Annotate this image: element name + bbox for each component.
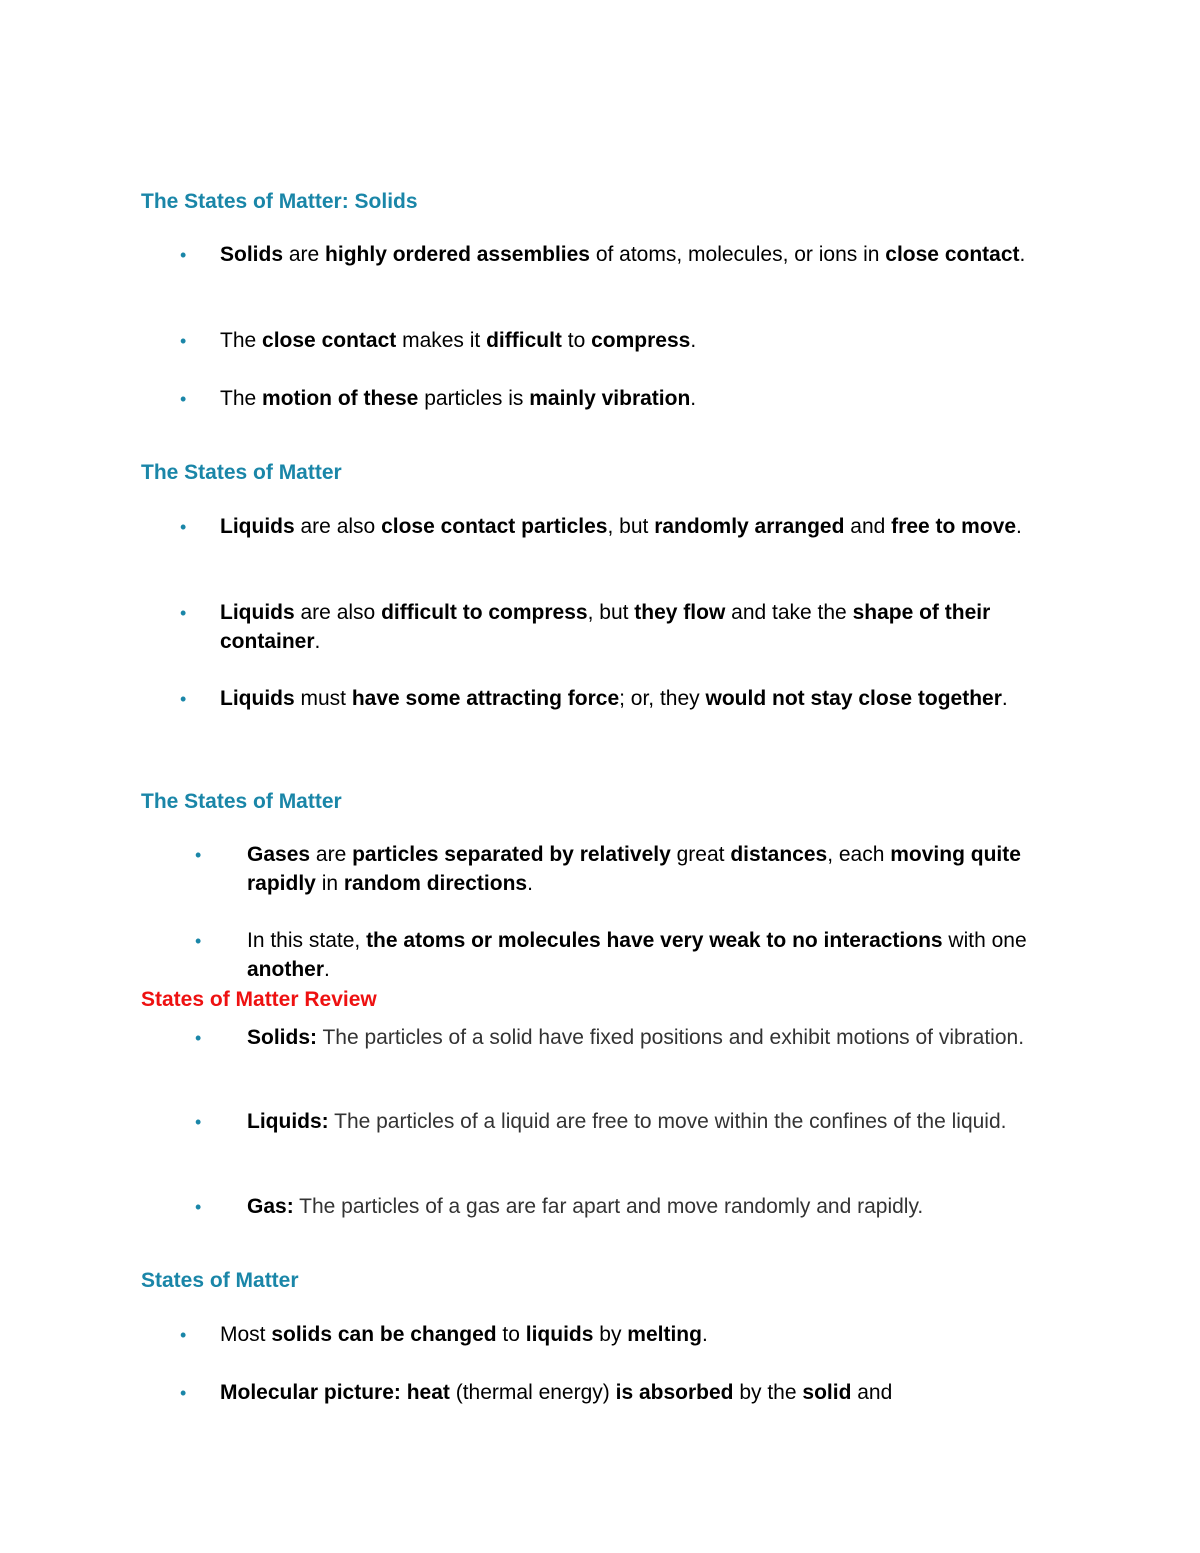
bold-text-run: they flow [634,601,726,624]
bold-text-run: Solids: [247,1026,318,1049]
text-run: to [561,329,592,352]
bold-text-run: is absorbed [615,1381,734,1404]
bullet-icon: • [180,1383,187,1403]
bold-text-run: Molecular picture: heat [220,1381,450,1404]
bold-text-run: close contact [262,329,397,352]
bold-text-run: Liquids [220,687,295,710]
bold-text-run: difficult [486,329,562,352]
bold-text-run: motion of these [262,387,419,410]
bold-text-run: Gases [247,843,311,866]
section-heading-review: States of Matter Review [141,988,377,1011]
bullet-icon: • [180,331,187,351]
bold-text-run: solid [802,1381,852,1404]
bold-text-run: would not stay close together [705,687,1002,710]
text-run: in [315,871,344,895]
bullet-icon: • [180,603,187,623]
text-run: The particles of a solid have fixed positions and exhibit motions of vibration. [317,1026,1025,1049]
bullet-icon: • [180,245,187,265]
bold-text-run: difficult to compress [381,601,588,624]
text-run: (thermal energy) [449,1381,616,1404]
text-run: . [1019,243,1026,266]
text-run: . [314,629,321,653]
bold-text-run: Solids [220,243,284,266]
bullet-icon: • [195,845,202,865]
bold-text-run: liquids [525,1323,594,1346]
bold-text-run: close contact [885,243,1020,266]
text-run: , each [827,843,891,866]
bullet-icon: • [195,1197,202,1217]
list-item [195,1108,1047,1137]
bold-text-run: Liquids [220,515,295,538]
bold-text-run: distances [730,843,828,866]
text-run: The [220,387,263,410]
text-run: must [294,687,352,710]
bold-text-run: close contact particles [381,515,608,538]
bold-text-run: melting [627,1323,702,1346]
text-run: makes it [396,329,487,352]
bold-text-run: the atoms or molecules have very weak to no interactions [366,929,943,952]
bold-text-run: shape of their container [220,601,991,653]
list-item [195,1193,1047,1222]
bold-text-run: randomly arranged [654,515,845,538]
bold-text-run: particles separated by relatively [352,843,671,866]
bold-text-run: have some attracting force [351,687,620,710]
bold-text-run: compress [591,329,691,352]
text-run: Most [220,1323,272,1346]
text-run: . [1016,515,1022,538]
bold-text-run: highly ordered assemblies [325,243,590,266]
text-run: ; or, they [619,687,706,710]
bold-text-run: mainly vibration [529,387,691,410]
bullet-icon: • [180,689,187,709]
section-heading-liquids: The States of Matter [141,461,342,484]
text-run: The particles of a liquid are free to move within the confines of the liquid. [328,1110,1007,1133]
text-run: , but [607,515,655,538]
bullet-icon: • [195,1112,202,1132]
list-item [180,241,1050,270]
section-heading-gases: The States of Matter [141,790,342,813]
bullet-icon: • [195,931,202,951]
text-run: and take the [725,601,853,624]
text-run: with one [942,929,1027,952]
text-run: The [220,329,263,352]
list-item [195,927,1047,984]
bullet-icon: • [180,517,187,537]
bullet-icon: • [180,389,187,409]
bold-text-run: another [247,957,325,981]
text-run: . [1001,687,1008,710]
text-run: are [283,243,326,266]
bold-text-run: random directions [343,871,528,895]
section-heading-solids: The States of Matter: Solids [141,190,418,213]
bold-text-run: free to move [891,515,1017,538]
text-run: . [324,957,330,981]
list-item [180,1379,1050,1408]
list-item [180,513,1050,542]
list-item [180,685,1050,714]
text-run: of atoms, molecules, or ions in [589,243,886,266]
list-item [180,327,1050,356]
list-item [180,385,1050,414]
text-run: are also [294,601,382,624]
list-item [195,841,1047,898]
text-run: . [527,871,533,895]
text-run: , but [587,601,635,624]
bold-text-run: moving quite rapidly [247,843,1021,895]
bold-text-run: Liquids [220,601,295,624]
text-run: and [844,515,892,538]
text-run: are also [294,515,382,538]
bullet-icon: • [195,1028,202,1048]
list-item [180,1321,1050,1350]
bold-text-run: Gas: [247,1195,294,1218]
list-item [180,599,1050,656]
text-run: by the [733,1381,803,1404]
list-item [195,1024,1047,1053]
text-run: . [690,329,697,352]
text-run: . [690,387,697,410]
text-run: In this state, [247,929,367,952]
text-run: particles is [418,387,530,410]
bullet-icon: • [180,1325,187,1345]
text-run: by [593,1323,628,1346]
text-run: to [496,1323,526,1346]
text-run: The particles of a gas are far apart and move randomly and rapidly. [293,1195,924,1218]
section-heading-changes: States of Matter [141,1269,299,1292]
text-run: and [851,1381,893,1404]
bold-text-run: solids can be changed [271,1323,497,1346]
text-run: great [670,843,731,866]
text-run: are [310,843,353,866]
text-run: . [701,1323,708,1346]
bold-text-run: Liquids: [247,1110,329,1133]
